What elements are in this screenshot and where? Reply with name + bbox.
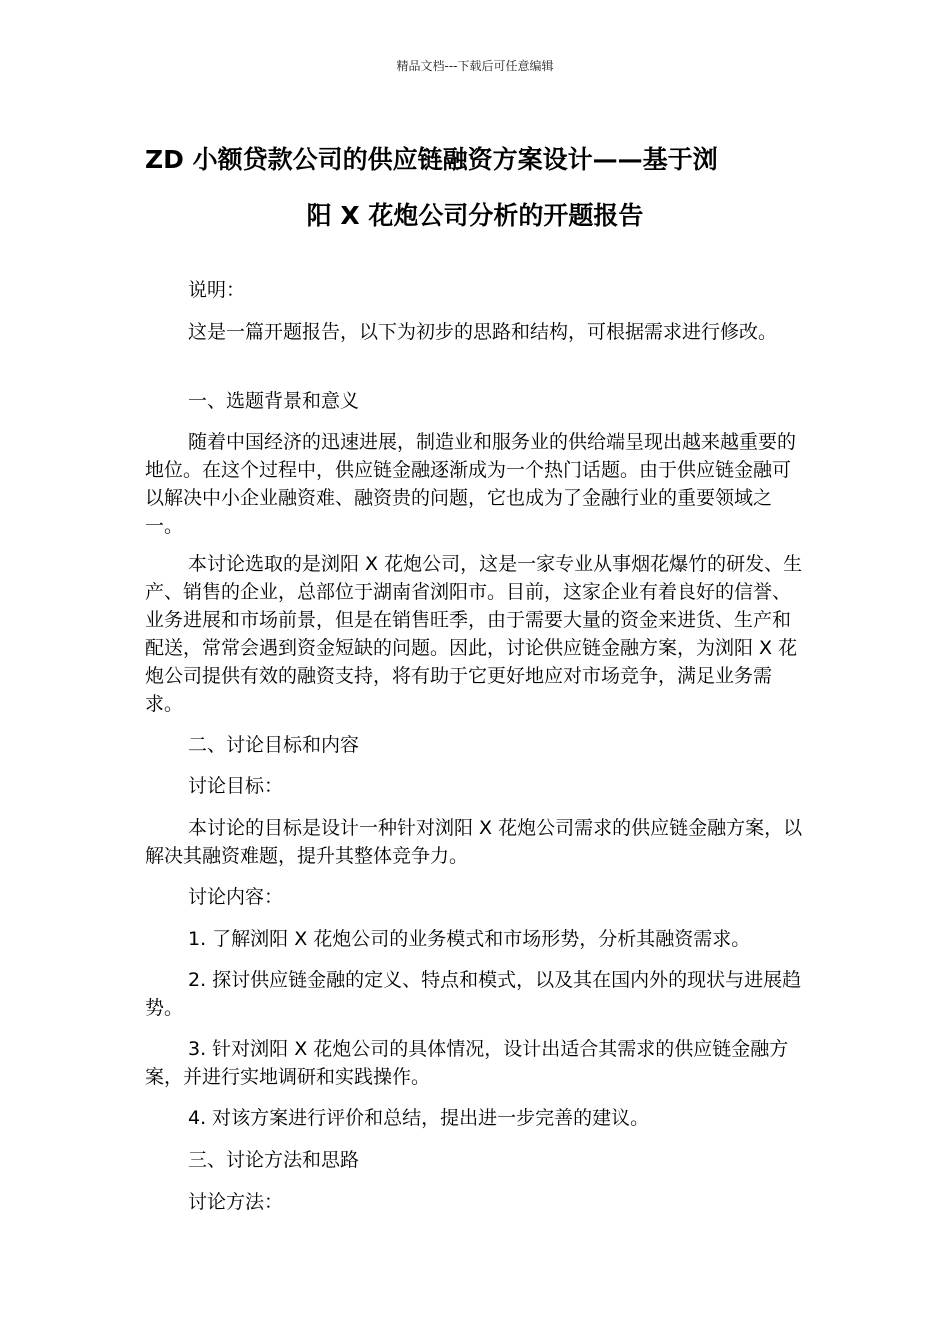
section-heading-1: 一、选题背景和意义 <box>188 390 360 412</box>
section-heading-3: 三、讨论方法和思路 <box>188 1149 360 1171</box>
label-research-goal: 讨论目标： <box>188 775 284 797</box>
paragraph-research-goal: 本讨论的目标是设计一种针对浏阳 X 花炮公司需求的供应链金融方案，以解决其融资难题，提升其整体竞争力。 <box>145 817 803 867</box>
label-research-method: 讨论方法： <box>188 1191 284 1213</box>
label-explanation: 说明： <box>188 279 246 301</box>
document-title-line-2: 阳 X 花炮公司分析的开题报告 <box>306 201 644 230</box>
paragraph-company: 本讨论选取的是浏阳 X 花炮公司，这是一家专业从事烟花爆竹的研发、生产、销售的企业，总部位于湖南省浏阳市。目前，这家企业有着良好的信誉、业务进展和市场前景，但是在销售旺季，由于需要大量的资金来进货、生产和配送，常常会遇到资金短缺的问题。因此，讨论供应链金融方案，为浏阳 X 花炮公司提供有效的融资支持，将有助于它更好地应对市场竞争，满足业务需求。 <box>145 553 803 715</box>
section-heading-2: 二、讨论目标和内容 <box>188 734 360 756</box>
list-item-4: 4. 对该方案进行评价和总结，提出进一步完善的建议。 <box>188 1107 650 1129</box>
list-item-3: 3. 针对浏阳 X 花炮公司的具体情况，设计出适合其需求的供应链金融方案，并进行实地调研和实践操作。 <box>145 1038 789 1088</box>
page-header: 精品文档---下载后可任意编辑 <box>396 59 554 73</box>
paragraph-intro: 这是一篇开题报告，以下为初步的思路和结构，可根据需求进行修改。 <box>188 321 778 343</box>
list-item-1: 1. 了解浏阳 X 花炮公司的业务模式和市场形势，分析其融资需求。 <box>188 928 751 950</box>
document-title-line-1: ZD 小额贷款公司的供应链融资方案设计——基于浏 <box>145 145 718 174</box>
paragraph-background: 随着中国经济的迅速进展，制造业和服务业的供给端呈现出越来越重要的地位。在这个过程中，供应链金融逐渐成为一个热门话题。由于供应链金融可以解决中小企业融资难、融资贵的问题，它也成为了金融行业的重要领域之一。 <box>145 431 797 537</box>
label-research-content: 讨论内容： <box>188 886 284 908</box>
list-item-2: 2. 探讨供应链金融的定义、特点和模式，以及其在国内外的现状与进展趋势。 <box>145 969 802 1019</box>
